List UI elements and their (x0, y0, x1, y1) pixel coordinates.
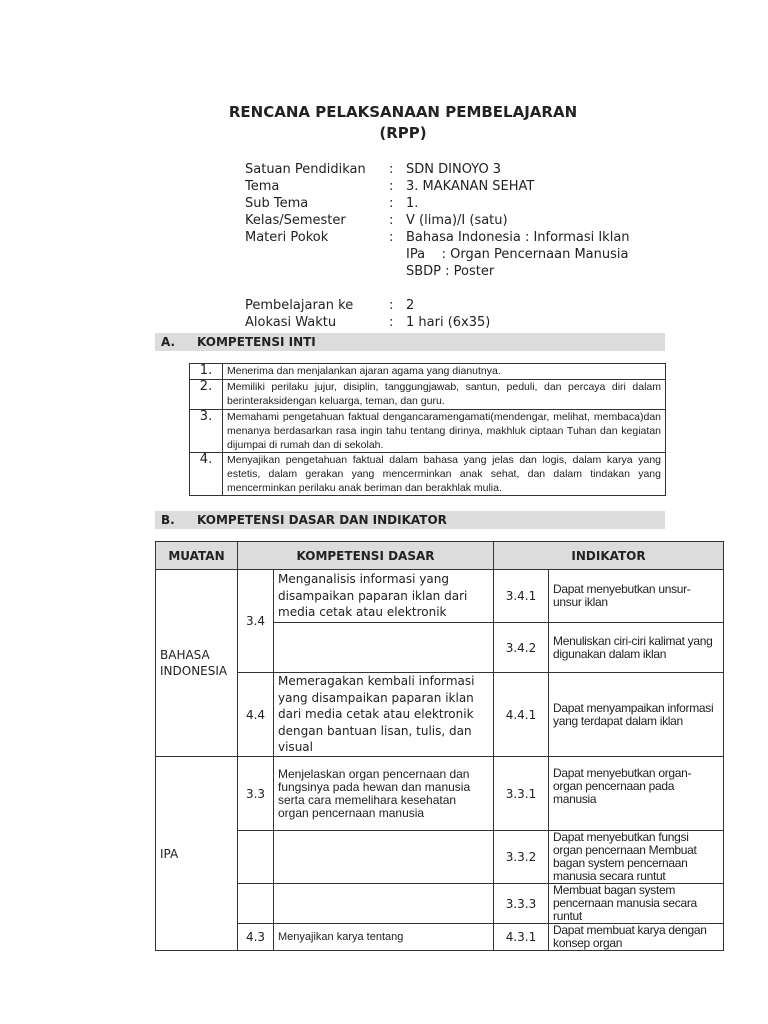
info-row (245, 246, 630, 263)
table-row (190, 453, 666, 496)
section-a-heading (155, 333, 665, 351)
info-label: Alokasi Waktu (245, 315, 337, 330)
table-row (156, 884, 724, 924)
section-title: KOMPETENSI INTI (197, 335, 316, 349)
table-row (190, 410, 666, 453)
info-value: IPa : Organ Pencernaan Manusia (406, 247, 629, 262)
ki-number: 1. (190, 364, 223, 380)
table-row (190, 380, 666, 410)
kompetensi-inti-table (189, 363, 666, 496)
kd-number: 3.4 (238, 570, 274, 673)
header-indikator: INDIKATOR (494, 542, 724, 570)
indicator-number: 3.3.1 (494, 757, 549, 831)
info-label: Kelas/Semester (245, 213, 346, 228)
section-letter: B. (161, 513, 175, 527)
info-row (245, 161, 630, 178)
info-row (245, 314, 630, 331)
muatan-cell: IPA (156, 757, 238, 951)
info-label: Tema (245, 179, 280, 194)
kompetensi-dasar-table (155, 541, 724, 951)
kd-number: 4.4 (238, 673, 274, 757)
header-muatan: MUATAN (156, 542, 238, 570)
kd-number: 4.3 (238, 924, 274, 951)
info-sep: : (389, 298, 394, 313)
section-b-heading (155, 511, 665, 529)
table-row (156, 570, 724, 623)
ki-number: 3. (190, 410, 223, 453)
info-value: 2 (406, 298, 415, 313)
info-label: Materi Pokok (245, 230, 329, 245)
kd-text: Menyajikan karya tentang (274, 924, 494, 951)
kd-number (238, 884, 274, 924)
info-value: Bahasa Indonesia : Informasi Iklan (406, 230, 630, 245)
table-row (156, 757, 724, 831)
info-sep (389, 263, 406, 280)
indicator-number: 4.4.1 (494, 673, 549, 757)
ki-number: 2. (190, 380, 223, 410)
table-row (156, 673, 724, 757)
info-sep: : (389, 230, 394, 245)
document-title: RENCANA PELAKSANAAN PEMBELAJARAN (228, 103, 578, 121)
indicator-text: Menuliskan ciri-ciri kalimat yang digunakan dalam iklan (549, 623, 724, 673)
info-value: SBDP : Poster (406, 264, 495, 279)
ki-text: Memahami pengetahuan faktual dengancaramengamati(mendengar, melihat, membaca)dan menanya berdasarkan rasa ingin tahu tentang dirinya, makhluk ciptaan Tuhan dan kegiatan dijumpai di rumah dan di sekolah. (223, 410, 666, 453)
kd-text: Memeragakan kembali informasi yang disampaikan paparan iklan dari media cetak atau elektronik dengan bantuan lisan, tulis, dan visual (274, 673, 494, 757)
ki-number: 4. (190, 453, 223, 496)
info-sep: : (389, 179, 394, 194)
info-row (245, 178, 630, 195)
info-sep: : (389, 315, 394, 330)
info-row (245, 297, 630, 314)
table-row (156, 924, 724, 951)
info-row (245, 229, 630, 246)
ki-text: Menyajikan pengetahuan faktual dalam bahasa yang jelas dan logis, dalam karya yang estetis, dalam gerakan yang mencerminkan anak sehat, dan dalam tindakan yang mencerminkan perilaku anak beriman dan berakhlak mulia. (223, 453, 666, 496)
info-value: 3. MAKANAN SEHAT (406, 179, 535, 194)
kd-number (238, 831, 274, 884)
table-header-row (156, 542, 724, 570)
indicator-text: Dapat menyebutkan organ-organ pencernaan pada manusia (549, 757, 724, 831)
info-label: Sub Tema (245, 196, 309, 211)
kd-text: Menjelaskan organ pencernaan dan fungsinya pada hewan dan manusia serta cara memelihara kesehatan organ pencernaan manusia (274, 757, 494, 831)
info-row (245, 263, 630, 280)
ki-text: Memiliki perilaku jujur, disiplin, tanggungjawab, santun, peduli, dan percaya diri dalam berinteraksidengan keluarga, teman, dan guru. (223, 380, 666, 410)
indicator-number: 4.3.1 (494, 924, 549, 951)
kd-text (274, 623, 494, 673)
info-value: 1 hari (6x35) (406, 315, 491, 330)
info-row (245, 195, 630, 212)
info-sep (389, 246, 406, 263)
kd-text (274, 831, 494, 884)
info-sep: : (389, 162, 394, 177)
indicator-number: 3.4.2 (494, 623, 549, 673)
indicator-text: Dapat membuat karya dengan konsep organ (549, 924, 724, 951)
kd-number: 3.3 (238, 757, 274, 831)
section-letter: A. (161, 335, 176, 349)
indicator-text: Dapat menyebutkan unsur-unsur iklan (549, 570, 724, 623)
indicator-number: 3.3.2 (494, 831, 549, 884)
info-label: Satuan Pendidikan (245, 162, 366, 177)
identity-info (245, 161, 630, 331)
info-label (245, 263, 389, 280)
kd-text (274, 884, 494, 924)
info-value: SDN DINOYO 3 (406, 162, 502, 177)
info-sep: : (389, 213, 394, 228)
info-value: 1. (406, 196, 419, 211)
table-row (156, 831, 724, 884)
section-title: KOMPETENSI DASAR DAN INDIKATOR (197, 513, 447, 527)
info-label: Pembelajaran ke (245, 298, 354, 313)
header-kompetensi-dasar: KOMPETENSI DASAR (238, 542, 494, 570)
info-row (245, 212, 630, 229)
indicator-text: Dapat menyampaikan informasi yang terdapat dalam iklan (549, 673, 724, 757)
info-row (245, 280, 630, 297)
info-label (245, 246, 389, 263)
muatan-cell: BAHASA INDONESIA (156, 570, 238, 757)
info-sep (389, 280, 406, 297)
indicator-number: 3.3.3 (494, 884, 549, 924)
info-value: V (lima)/I (satu) (406, 213, 508, 228)
kd-text: Menganalisis informasi yang disampaikan paparan iklan dari media cetak atau elektronik (274, 570, 494, 623)
table-row (190, 364, 666, 380)
indicator-number: 3.4.1 (494, 570, 549, 623)
document-subtitle: (RPP) (379, 124, 427, 142)
info-label (245, 280, 389, 297)
indicator-text: Dapat menyebutkan fungsi organ pencernaan Membuat bagan system pencernaan manusia secara runtut (549, 831, 724, 884)
ki-text: Menerima dan menjalankan ajaran agama yang dianutnya. (223, 364, 666, 380)
indicator-text: Membuat bagan system pencernaan manusia secara runtut (549, 884, 724, 924)
info-sep: : (389, 196, 394, 211)
